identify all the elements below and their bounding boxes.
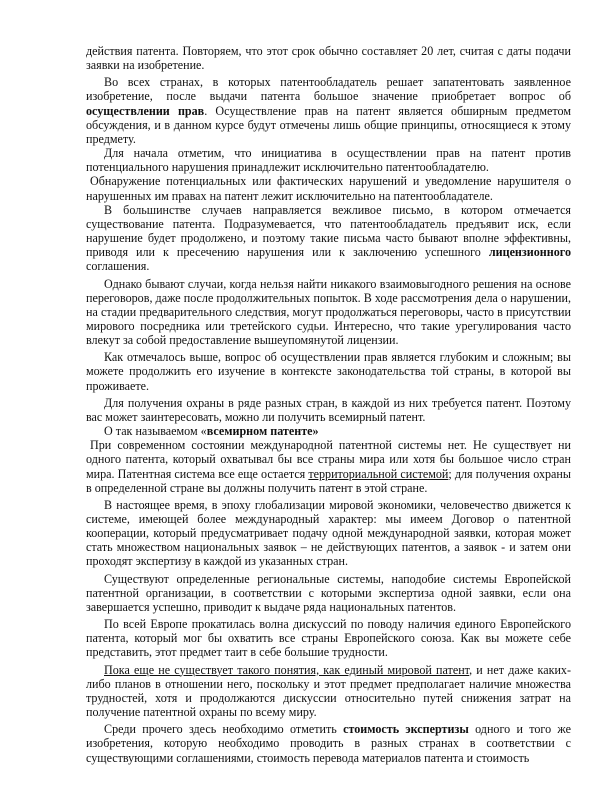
text-run: В большинстве случаев направляется вежливое письмо, в котором отмечается существование патента. Подразумевается, что патентообладатель предъявит иск, если нарушение будет продолжено, и поэтому такие письма часто бывают вполне эффективны, приводя или к пресечению нарушения или к заключению успешного — [86, 202, 571, 260]
paragraph — [86, 174, 571, 202]
paragraph — [86, 277, 571, 348]
text-run: При современном состоянии международной патентной системы нет. Не существует ни одного патента, который охватывал бы все страны мира или хотя бы большое число стран мира. Патентная система все еще остается — [86, 438, 571, 481]
text-run: В настоящее время, в эпоху глобализации мировой экономики, человечество движется к системе, имеющей более международный характер: мы имеем Договор о патентной кооперации, который предусматривает подачу одной международной заявки, которая может стать множеством национальных заявок – не действующих патентов, а заявок - и затем они проходят экспертизу в каждой из указанных стран. — [86, 497, 571, 569]
text-run: , и нет даже каких-либо планов в отношении него, поскольку и этот предмет предполагает наличие множества трудностей, хотя и продолжаются дискуссии относительно путей снижения затрат на получение патентной охраны по всему миру. — [86, 662, 571, 720]
text-run: . Осуществление прав на патент является обширным предметом обсуждения, и в данном курсе будут отмечены лишь общие принципы, относящиеся к этому предмету. — [86, 103, 571, 146]
paragraph — [86, 44, 571, 72]
text-run: Во всех странах, в которых патентообладатель решает запатентовать заявленное изобретение, после выдачи патента большое значение приобретает вопрос об — [86, 75, 571, 104]
paragraph — [86, 396, 571, 424]
underlined-text: территориальной системой — [308, 466, 449, 481]
bold-text: лицензионного — [488, 245, 571, 260]
text-run: По всей Европе прокатилась волна дискуссий по поводу наличия единого Европейского патента, который мог бы охватить все страны Европейского союза. Как вы можете себе представить, этот предмет таит в себе большие трудности. — [86, 617, 571, 660]
paragraph — [86, 75, 571, 146]
paragraph — [86, 722, 571, 764]
text-run: Однако бывают случаи, когда нельзя найти никакого взаимовыгодного решения на основе переговоров, даже после продолжительных попыток. В ходе рассмотрения дела о нарушении, на стадии предварительного следствия, могут продолжаться переговоры, часто в присутствии мирового посредника или третейского судьи. Интересно, что такие урегулирования часто влекут за собой предоставление вышеупомянутой лицензии. — [86, 276, 571, 348]
paragraph — [86, 146, 571, 174]
paragraph — [86, 617, 571, 659]
text-run: Для получения охраны в ряде разных стран, в каждой из них требуется патент. Поэтому вас может заинтересовать, можно ли получить всемирный патент. — [86, 395, 571, 424]
bold-text: стоимость экспертизы — [343, 722, 469, 737]
text-run: Существуют определенные региональные системы, наподобие системы Европейской патентной организации, в соответствии с которыми экспертиза одной заявки, если она завершается успешно, приводит к выдаче ряда национальных патентов. — [86, 571, 571, 614]
paragraph — [86, 663, 571, 720]
text-run: Обнаружение потенциальных или фактических нарушений и уведомление нарушителя о нарушенных им правах на патент лежит исключительно на патентообладателе. — [86, 174, 571, 203]
underlined-text: Пока еще не существует такого понятия, как единый мировой патент — [104, 662, 470, 677]
text-run: ; для получения охраны в определенной стране вы должны получить патент в этой стране. — [86, 466, 572, 495]
paragraph — [86, 438, 571, 495]
paragraph — [86, 203, 571, 274]
paragraph — [86, 572, 571, 614]
paragraph — [86, 498, 571, 569]
text-run: действия патента. Повторяем, что этот срок обычно составляет 20 лет, считая с даты подачи заявки на изобретение. — [86, 44, 571, 73]
paragraph — [86, 350, 571, 392]
text-run: соглашения. — [86, 259, 150, 274]
text-run: Для начала отметим, что инициатива в осуществлении прав на патент против потенциального нарушения принадлежит исключительно патентообладателю. — [86, 146, 571, 175]
bold-text: осуществлении прав — [86, 103, 205, 118]
text-run: О так называемом « — [104, 424, 207, 439]
section-heading — [86, 424, 571, 438]
bold-text: всемирном патенте» — [206, 424, 319, 439]
text-run: Как отмечалось выше, вопрос об осуществлении прав является глубоким и сложным; вы можете продолжить его изучение в контексте законодательства той страны, в которой вы проживаете. — [86, 350, 571, 393]
text-run: Среди прочего здесь необходимо отметить — [104, 722, 344, 737]
text-run: одного и того же изобретения, которую необходимо проводить в разных странах в соответствии с существующими соглашениями, стоимость перевода материалов патента и стоимость — [86, 722, 571, 765]
